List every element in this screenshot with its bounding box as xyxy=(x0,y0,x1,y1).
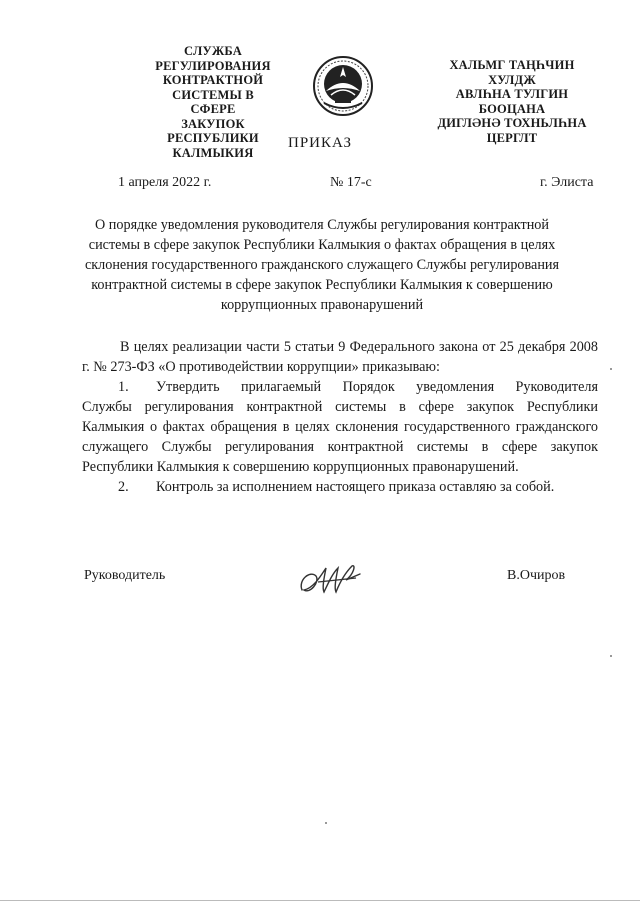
header-right-line: ЦЕРГЛТ xyxy=(486,130,538,145)
preamble-paragraph: В целях реализации части 5 статьи 9 Федерального закона от 25 декабря 2008 г. № 273-ФЗ «О противодействии коррупции» приказываю: xyxy=(82,339,598,375)
document-title: ПРИКАЗ xyxy=(288,135,352,151)
subject-line: склонения государственного гражданского служащего Службы регулирования xyxy=(84,257,560,273)
document-city: г. Элиста xyxy=(540,175,594,190)
header-left-line: СИСТЕМЫ В СФЕРЕ xyxy=(172,87,254,116)
handwritten-signature xyxy=(296,560,370,600)
header-right-line: ДИГЛӘНӘ ТОХНЬЛҺНА xyxy=(437,116,587,130)
header-left-line: РЕГУЛИРОВАНИЯ xyxy=(155,58,271,73)
subject-line: коррупционных правонарушений xyxy=(220,297,424,313)
subject-line: контрактной системы в сфере закупок Республики Калмыкия к совершению xyxy=(91,277,553,293)
header-right-org-name xyxy=(424,58,600,145)
header-left-line: СЛУЖБА xyxy=(184,44,242,58)
header-left-line: КОНТРАКТНОЙ xyxy=(162,73,264,87)
subject-line: О порядке уведомления руководителя Службы регулирования контрактной xyxy=(95,217,549,233)
order-item-text: Службы регулирования контрактной системы в сфере закупок Республики Калмыкия о фактах обращения в целях склонения государственного гражданского служащего Службы регулирования контрактной системы в сфере закупок Республики Калмыкия к совершению коррупционных правонарушений. xyxy=(82,399,598,475)
header-left-line: ЗАКУПОК РЕСПУБЛИКИ xyxy=(167,116,259,145)
signatory-position: Руководитель xyxy=(84,568,166,583)
header-left-line: КАЛМЫКИЯ xyxy=(172,145,254,160)
order-item-first-line: Утвердить прилагаемый Порядок уведомления Руководителя xyxy=(156,379,598,395)
scan-speck xyxy=(610,655,612,657)
scan-speck xyxy=(325,822,327,824)
document-date: 1 апреля 2022 г. xyxy=(118,175,212,190)
document-body xyxy=(82,337,598,497)
order-item-first-line: Контроль за исполнением настоящего приказа оставляю за собой. xyxy=(156,479,555,495)
document-number: № 17-с xyxy=(330,175,372,190)
order-item-first-row xyxy=(82,377,598,397)
order-item xyxy=(82,477,598,497)
page-bottom-edge xyxy=(0,900,640,901)
kalmykia-emblem-icon xyxy=(312,55,374,117)
signatory-name: В.Очиров xyxy=(507,568,566,583)
header-right-line: АВЛҺНА ТУЛГИН БООЦАНА xyxy=(455,87,569,116)
subject-line: системы в сфере закупок Республики Калмыкия о фактах обращения в целях xyxy=(88,237,556,253)
order-item-first-row xyxy=(82,477,598,497)
header-right-line: ХАЛЬМГ ТАҢҺЧИН ХУЛДЖ xyxy=(449,58,575,87)
order-item-number: 2. xyxy=(118,479,129,495)
document-subject xyxy=(72,215,572,315)
order-item-number: 1. xyxy=(118,379,129,395)
order-item xyxy=(82,377,598,477)
scan-speck xyxy=(610,368,612,370)
